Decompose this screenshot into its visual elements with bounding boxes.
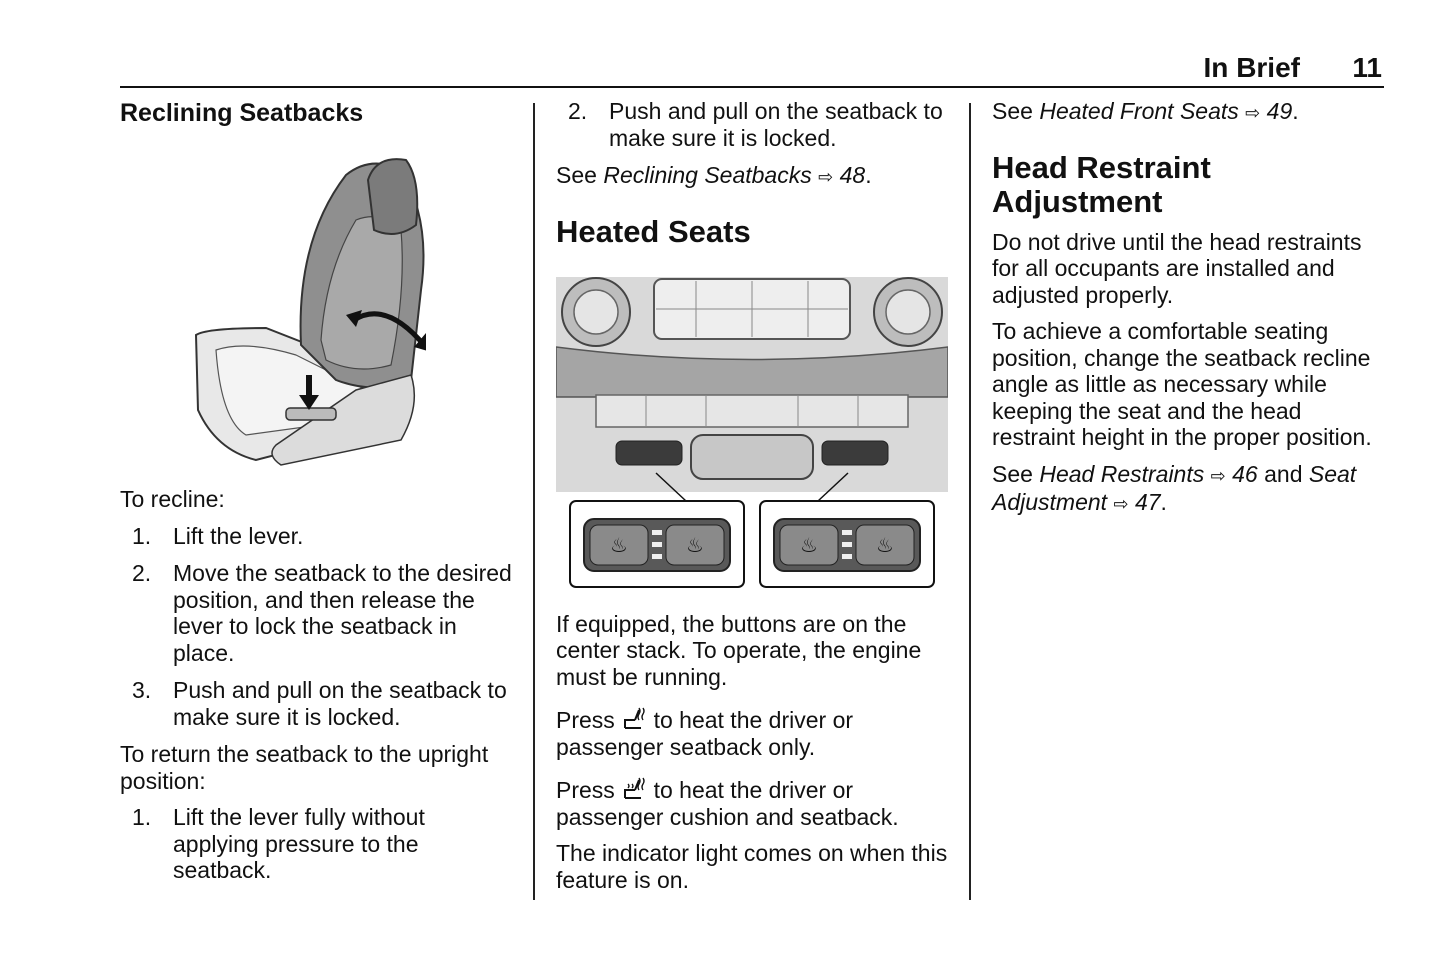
- see-suffix: .: [1292, 98, 1299, 124]
- xref-head-restraints[interactable]: [1039, 461, 1257, 487]
- head-restraint-warning: Do not drive until the head restraints for all occupants are installed and adjusted properly.: [992, 228, 1362, 308]
- xref-title: Reclining Seatbacks: [603, 162, 812, 188]
- xref-page: 48: [839, 162, 866, 188]
- indicator-light-note: The indicator light comes on when this feature is on.: [556, 840, 948, 893]
- page-header: [120, 50, 1384, 88]
- step-number: 1.: [132, 804, 152, 830]
- heated-seats-intro: If equipped, the buttons are on the center stack. To operate, the engine must be running.: [556, 610, 922, 690]
- heated-seatback-icon: [621, 706, 647, 730]
- list-item: [120, 804, 515, 884]
- page-number: 11: [1352, 52, 1382, 83]
- upright-intro: To return the seatback to the upright position:: [120, 741, 489, 794]
- xref-title: Heated Front Seats: [1039, 98, 1239, 124]
- svg-text:♨: ♨: [610, 532, 628, 557]
- xref-arrow-icon: ⇨: [1210, 465, 1226, 486]
- head-restraint-heading: [992, 151, 1387, 219]
- list-item: [120, 523, 515, 550]
- xref-arrow-icon: ⇨: [1113, 494, 1129, 514]
- see-heated-front-seats: [992, 98, 1387, 127]
- step-text: Lift the lever fully without applying pressure to the seatback.: [173, 804, 425, 883]
- list-item: [556, 98, 951, 151]
- column-heated-seats: [556, 98, 951, 903]
- section-title: In Brief: [1203, 52, 1300, 83]
- step-number: 3.: [132, 677, 152, 703]
- press-prefix: Press: [556, 707, 615, 733]
- list-item: [120, 560, 515, 666]
- xref-heated-front-seats[interactable]: [1039, 98, 1292, 124]
- press-suffix: to heat the driver or passenger seatback only.: [556, 707, 854, 760]
- step-number: 2.: [568, 98, 588, 124]
- press-suffix: to heat the driver or passenger cushion and seatback.: [556, 777, 899, 830]
- list-item: [120, 677, 515, 730]
- see-prefix: See: [992, 460, 1040, 487]
- svg-text:♨: ♨: [800, 532, 818, 557]
- xref-page: 49: [1266, 98, 1293, 124]
- xref-arrow-icon: ⇨: [818, 167, 834, 187]
- column-head-restraint: [992, 98, 1387, 528]
- see-head-restraints: [992, 461, 1387, 518]
- step-number: 1.: [132, 522, 152, 549]
- comfortable-position-text: To achieve a comfortable seating position, change the seatback recline angle as little as necessary while keeping the seat and the head restraint height in the proper position.: [992, 318, 1372, 450]
- xref-title: Seat Adjustment: [992, 460, 1357, 515]
- xref-page: 47: [1134, 489, 1161, 515]
- svg-text:♨: ♨: [876, 532, 894, 557]
- continued-steps: [556, 98, 951, 151]
- column-divider-1: [533, 103, 535, 900]
- see-prefix: See: [556, 162, 604, 188]
- seat-recline-illustration: [186, 150, 426, 470]
- heated-seats-heading: Heated Seats: [556, 213, 751, 249]
- step-number: 2.: [132, 560, 152, 586]
- recline-steps: [120, 523, 515, 731]
- see-suffix: .: [1160, 489, 1167, 515]
- heading-line: Adjustment: [992, 183, 1163, 219]
- step-text: Push and pull on the seatback to make sure it is locked.: [609, 98, 943, 151]
- heated-cushion-seatback-icon: [621, 776, 647, 800]
- press-cushion-instruction: [556, 776, 951, 830]
- see-reclining-seatbacks: [556, 162, 951, 191]
- see-prefix: See: [992, 98, 1040, 124]
- heading-line: Head Restraint: [992, 149, 1211, 185]
- see-suffix: .: [865, 162, 872, 188]
- reclining-seatbacks-heading: Reclining Seatbacks: [120, 99, 364, 127]
- see-mid: and: [1257, 460, 1309, 487]
- xref-arrow-icon: ⇨: [1245, 103, 1261, 123]
- press-seatback-instruction: [556, 706, 951, 760]
- xref-page: 46: [1232, 460, 1258, 487]
- heated-seat-buttons-illustration: [556, 277, 948, 589]
- column-reclining-seatbacks: [120, 98, 515, 895]
- svg-text:♨: ♨: [686, 532, 704, 557]
- xref-reclining-seatbacks[interactable]: [603, 162, 865, 188]
- column-divider-2: [969, 103, 971, 900]
- step-text: Push and pull on the seatback to make sure it is locked.: [173, 677, 507, 730]
- upright-steps: [120, 804, 515, 884]
- xref-title: Head Restraints: [1039, 460, 1205, 487]
- step-text: Lift the lever.: [173, 522, 304, 549]
- recline-intro: To recline:: [120, 486, 225, 512]
- step-text: Move the seatback to the desired position, and then release the lever to lock the seatback in place.: [173, 560, 512, 666]
- press-prefix: Press: [556, 777, 615, 803]
